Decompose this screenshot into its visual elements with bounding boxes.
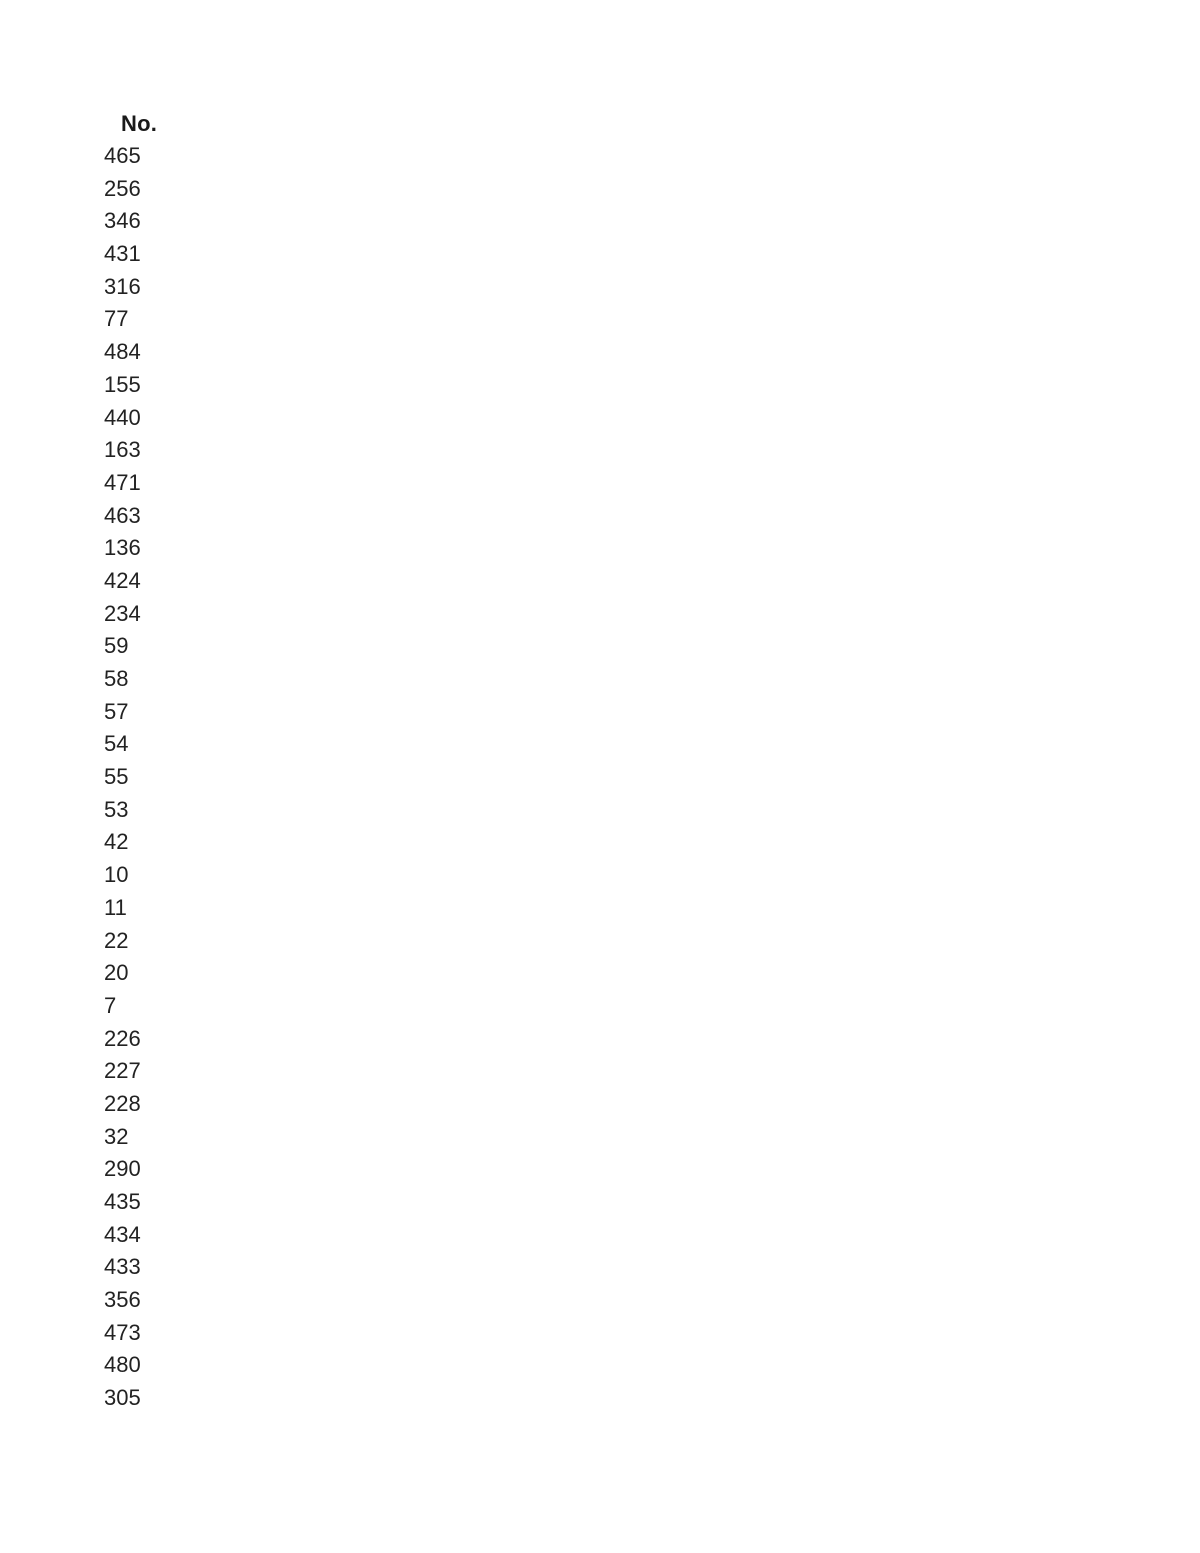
list-item: 356 — [104, 1287, 141, 1313]
list-item: 484 — [104, 339, 141, 365]
list-item: 480 — [104, 1352, 141, 1378]
list-item: 431 — [104, 241, 141, 267]
list-item: 7 — [104, 992, 117, 1018]
list-item: 11 — [104, 894, 127, 920]
number-column — [104, 107, 224, 1415]
list-item: 22 — [104, 927, 129, 953]
list-item: 290 — [104, 1156, 141, 1182]
list-item: 53 — [104, 796, 129, 822]
list-item: 77 — [104, 306, 129, 332]
list-item: 42 — [104, 829, 129, 855]
list-item: 136 — [104, 535, 141, 561]
list-item: 58 — [104, 666, 129, 691]
list-item: 32 — [104, 1123, 129, 1149]
list-item: 59 — [104, 633, 129, 659]
list-item: 424 — [104, 567, 141, 593]
list-item: 316 — [104, 273, 141, 299]
list-item: 55 — [104, 764, 129, 790]
list-item: 463 — [104, 502, 141, 528]
list-item: 435 — [104, 1189, 141, 1214]
list-item: 433 — [104, 1254, 141, 1280]
list-item: 473 — [104, 1319, 141, 1345]
column-header: No. — [121, 111, 158, 136]
list-item: 305 — [104, 1385, 141, 1411]
list-item: 346 — [104, 208, 141, 234]
list-item: 440 — [104, 404, 141, 430]
list-item: 234 — [104, 600, 141, 626]
number-list — [104, 140, 224, 1415]
list-item: 10 — [104, 862, 129, 888]
list-item: 20 — [104, 960, 129, 986]
list-item: 256 — [104, 175, 141, 201]
list-item: 227 — [104, 1058, 141, 1084]
list-item: 54 — [104, 731, 129, 757]
list-item: 471 — [104, 469, 141, 495]
list-item: 155 — [104, 371, 141, 397]
list-item: 226 — [104, 1025, 141, 1051]
list-item: 228 — [104, 1090, 141, 1116]
list-item: 465 — [104, 143, 141, 168]
list-item: 163 — [104, 437, 141, 463]
list-item: 434 — [104, 1221, 141, 1247]
list-item: 57 — [104, 698, 129, 724]
